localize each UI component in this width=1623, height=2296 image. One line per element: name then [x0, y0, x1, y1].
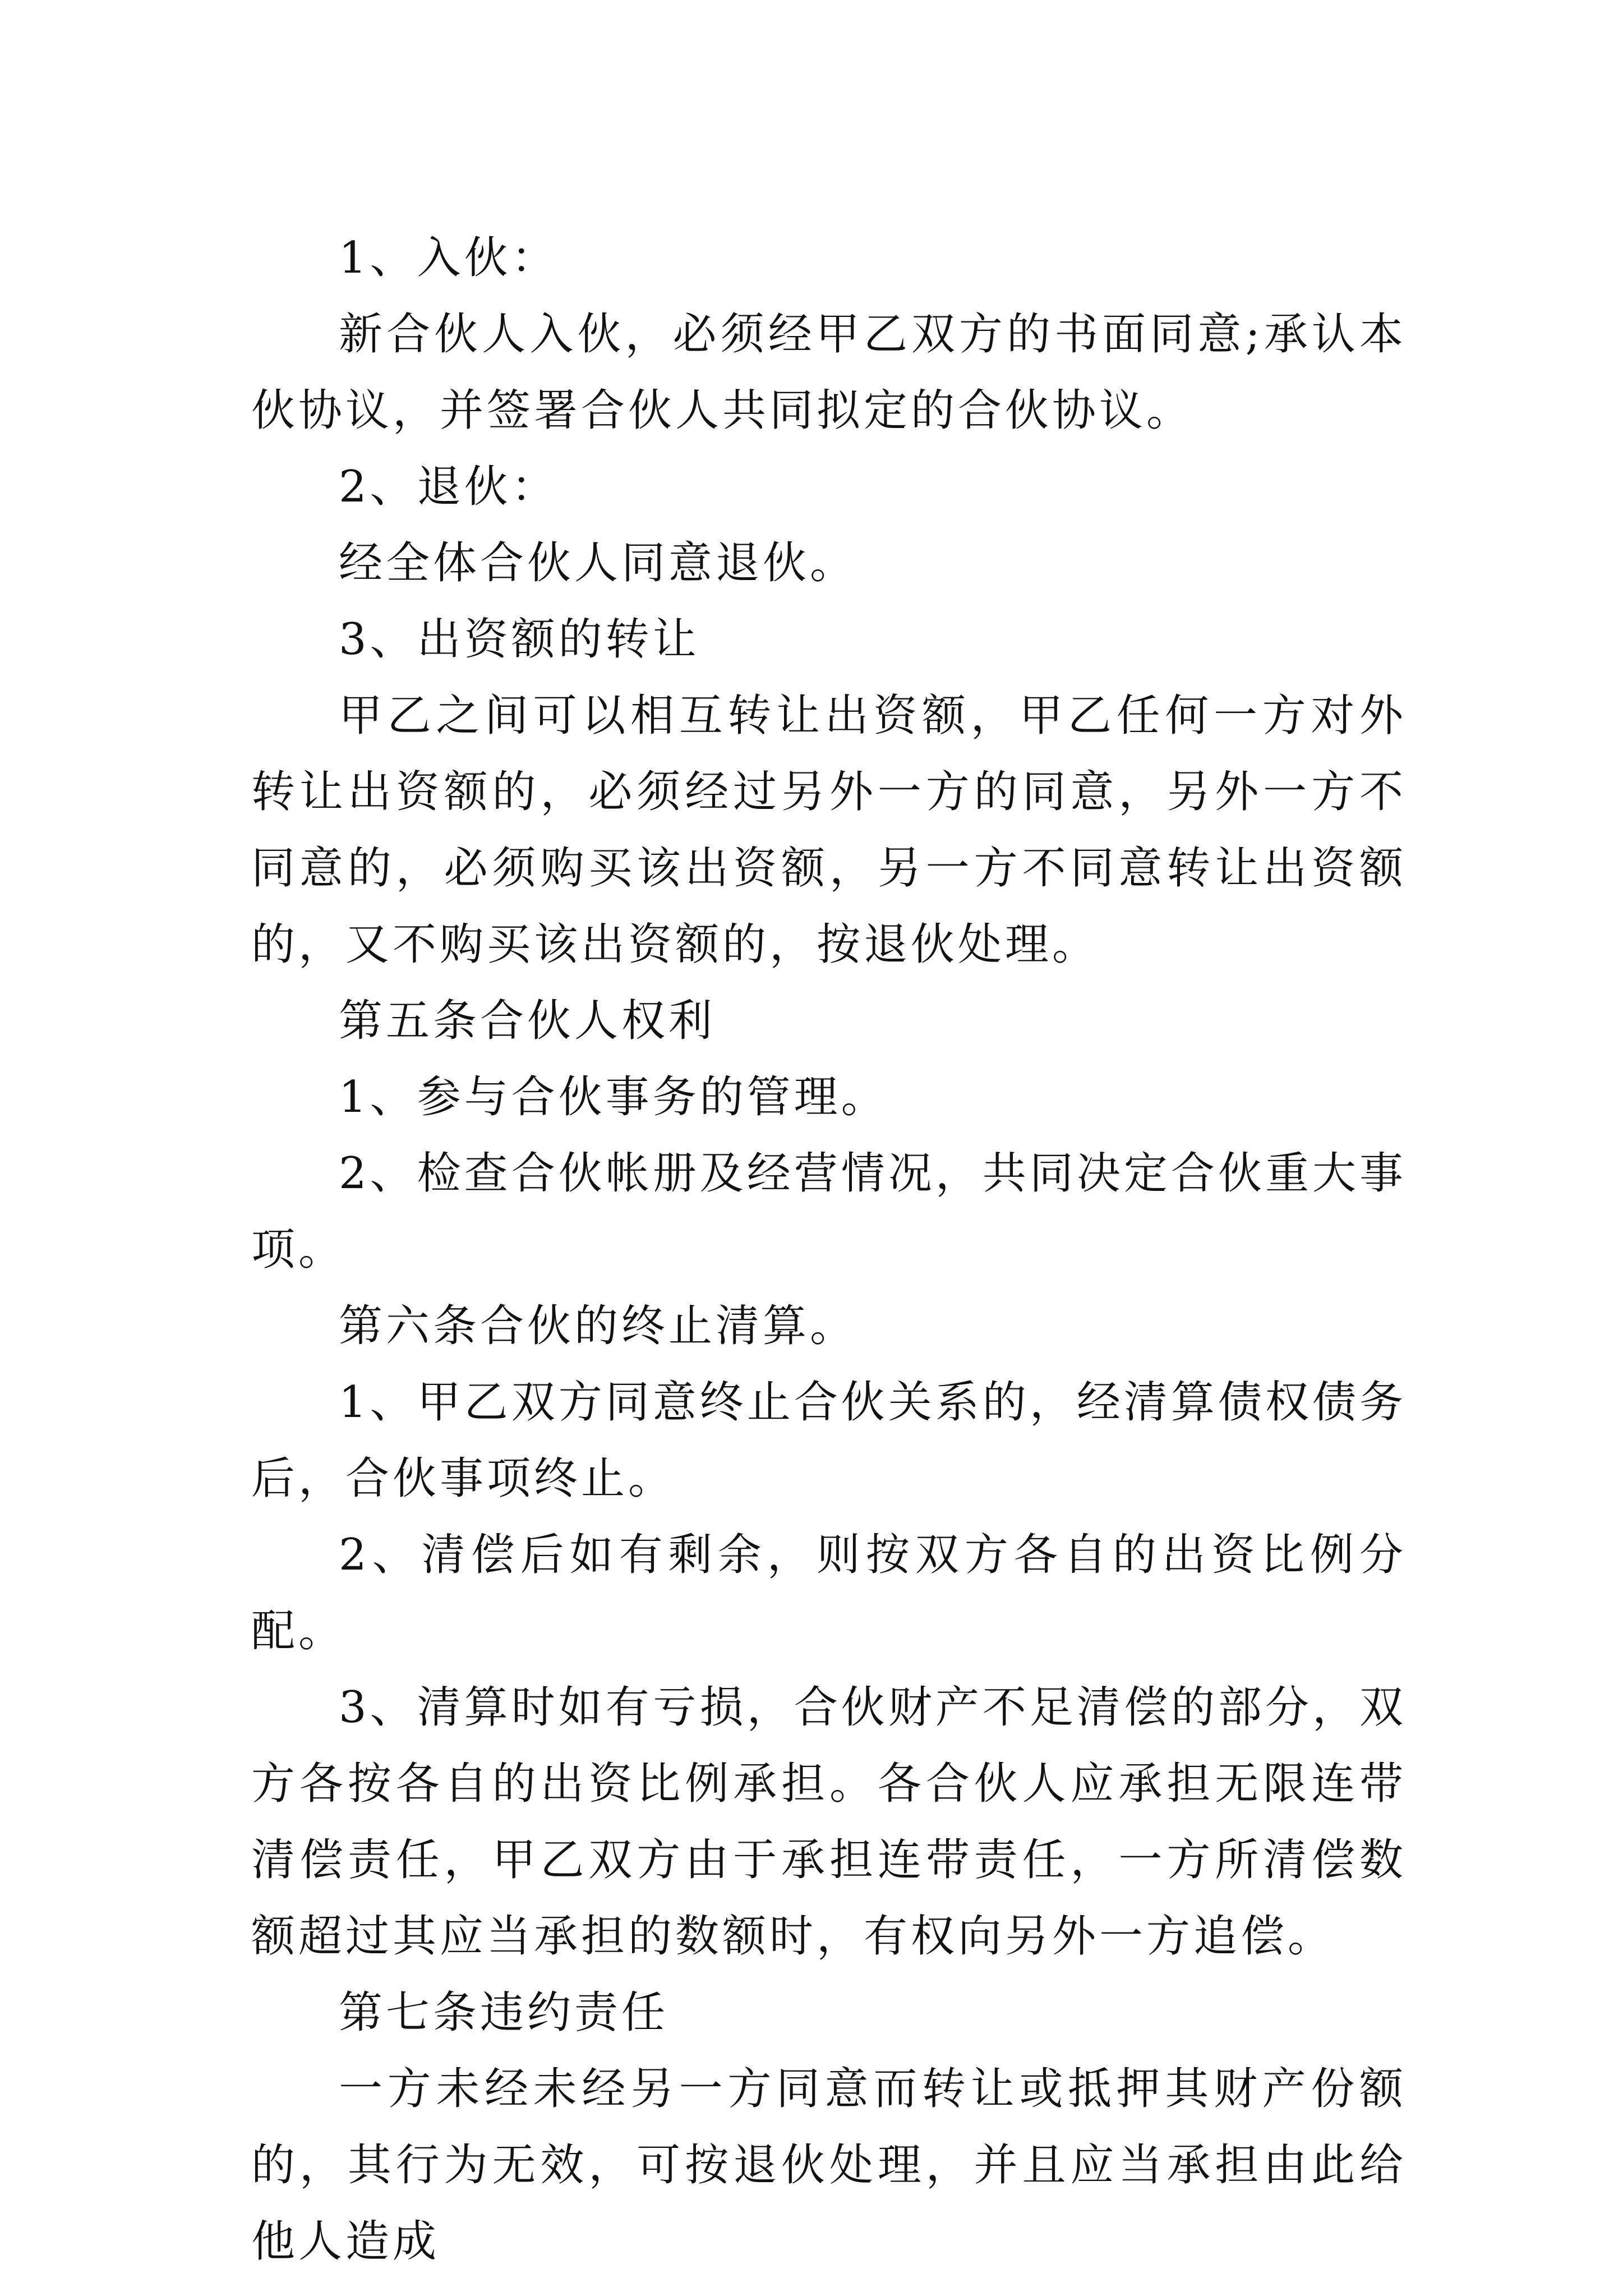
article-6-heading: 第六条合伙的终止清算。	[339, 1301, 857, 1351]
paragraph-liquidation-1: 1、甲乙双方同意终止合伙关系的，经清算债权债务后，合伙事项终止。	[251, 1377, 1407, 1504]
article-5-heading: 第五条合伙人权利	[339, 996, 716, 1046]
paragraph-withdraw-heading: 2、退伙：	[339, 462, 559, 512]
paragraph-withdraw-text: 经全体合伙人同意退伙。	[339, 538, 857, 588]
paragraph-join-text: 新合伙人入伙，必须经甲乙双方的书面同意;承认本伙协议，并签署合伙人共同拟定的合伙协议。	[251, 309, 1407, 436]
paragraph-transfer-text: 甲乙之间可以相互转让出资额，甲乙任何一方对外转让出资额的，必须经过另外一方的同意，另外一方不同意的，必须购买该出资额，另一方不同意转让出资额的，又不购买该出资额的，按退伙处理。	[251, 691, 1407, 970]
paragraph-liquidation-2: 2、清偿后如有剩余，则按双方各自的出资比例分配。	[251, 1530, 1407, 1657]
paragraph-breach-text: 一方未经未经另一方同意而转让或抵押其财产份额的，其行为无效，可按退伙处理，并且应当承担由此给他人造成	[251, 2064, 1407, 2267]
paragraph-rights-1: 1、参与合伙事务的管理。	[339, 1072, 888, 1122]
paragraph-join-heading: 1、入伙：	[339, 233, 559, 283]
article-7-heading: 第七条违约责任	[339, 1987, 669, 2038]
paragraph-rights-2: 2、检查合伙帐册及经营情况，共同决定合伙重大事项。	[251, 1148, 1407, 1275]
paragraph-transfer-heading: 3、出资额的转让	[339, 614, 700, 665]
paragraph-liquidation-3: 3、清算时如有亏损，合伙财产不足清偿的部分，双方各按各自的出资比例承担。各合伙人应承担无限连带清偿责任，甲乙双方由于承担连带责任，一方所清偿数额超过其应当承担的数额时，有权向另外一方追偿。	[251, 1682, 1407, 1962]
document-body	[251, 220, 1407, 2280]
